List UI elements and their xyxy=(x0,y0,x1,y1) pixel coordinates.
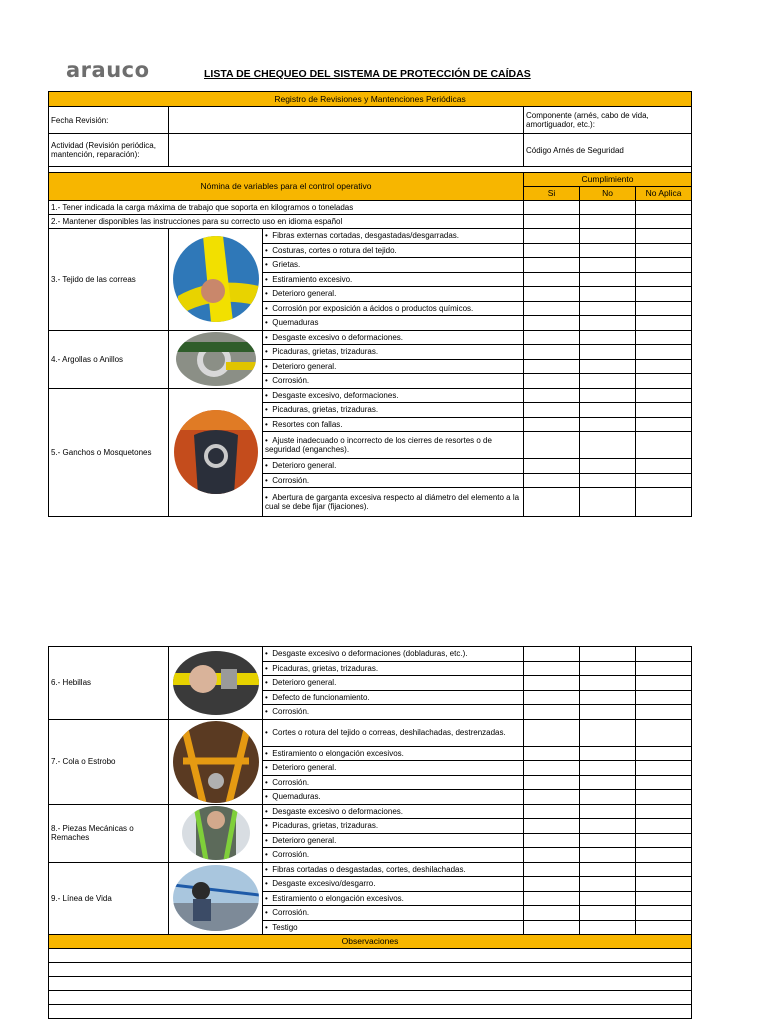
item-label: • Fibras cortadas o desgastadas, cortes, deshilachadas. xyxy=(263,862,524,877)
check-si[interactable] xyxy=(524,891,580,906)
check-na[interactable] xyxy=(636,201,692,215)
checklist-table-top xyxy=(48,91,692,517)
check-na[interactable] xyxy=(636,775,692,790)
check-no[interactable] xyxy=(580,388,636,403)
check-si[interactable] xyxy=(524,417,580,432)
item-label: • Deterioro general. xyxy=(263,761,524,776)
check-na[interactable] xyxy=(636,417,692,432)
check-si[interactable] xyxy=(524,229,580,244)
item-label: • Corrosión. xyxy=(263,705,524,720)
check-si[interactable] xyxy=(524,473,580,488)
check-no[interactable] xyxy=(580,272,636,287)
check-si[interactable] xyxy=(524,201,580,215)
arauco-logo: arauco xyxy=(66,58,150,82)
check-no[interactable] xyxy=(580,215,636,229)
si-header: Si xyxy=(524,187,580,201)
nomina-header: Nómina de variables para el control operativo xyxy=(49,173,524,201)
check-si[interactable] xyxy=(524,906,580,921)
componente-label: Componente (arnés, cabo de vida, amortiguador, etc.): xyxy=(524,107,692,134)
check-na[interactable] xyxy=(636,473,692,488)
check-na[interactable] xyxy=(636,459,692,474)
actividad-label: Actividad (Revisión periódica, mantención, reparación): xyxy=(49,134,169,167)
check-si[interactable] xyxy=(524,746,580,761)
check-na[interactable] xyxy=(636,906,692,921)
check-si[interactable] xyxy=(524,833,580,848)
check-na[interactable] xyxy=(636,804,692,819)
check-na[interactable] xyxy=(636,819,692,834)
item-label: • Corrosión. xyxy=(263,473,524,488)
check-no[interactable] xyxy=(580,877,636,892)
check-na[interactable] xyxy=(636,761,692,776)
check-no[interactable] xyxy=(580,488,636,517)
check-si[interactable] xyxy=(524,359,580,374)
check-no[interactable] xyxy=(580,790,636,805)
check-na[interactable] xyxy=(636,705,692,720)
check-si[interactable] xyxy=(524,862,580,877)
check-si[interactable] xyxy=(524,432,580,459)
check-no[interactable] xyxy=(580,647,636,662)
check-na[interactable] xyxy=(636,862,692,877)
check-si[interactable] xyxy=(524,374,580,389)
row-2-label: 2.- Mantener disponibles las instrucciones para su correcto uso en idioma español xyxy=(49,215,524,229)
check-no[interactable] xyxy=(580,746,636,761)
check-na[interactable] xyxy=(636,287,692,302)
item-label: • Testigo xyxy=(263,920,524,935)
group-label: 6.- Hebillas xyxy=(49,647,169,720)
check-no[interactable] xyxy=(580,374,636,389)
item-label: • Ajuste inadecuado o incorrecto de los cierres de resortes o de seguridad (enganches). xyxy=(263,432,524,459)
check-si[interactable] xyxy=(524,345,580,360)
item-label: • Picaduras, grietas, trizaduras. xyxy=(263,345,524,360)
check-si[interactable] xyxy=(524,488,580,517)
check-na[interactable] xyxy=(636,229,692,244)
observaciones-header: Observaciones xyxy=(49,935,692,949)
check-no[interactable] xyxy=(580,676,636,691)
check-si[interactable] xyxy=(524,761,580,776)
lifeline-photo xyxy=(169,862,263,935)
cumplimiento-header: Cumplimiento xyxy=(524,173,692,187)
check-no[interactable] xyxy=(580,705,636,720)
group-label: 5.- Ganchos o Mosquetones xyxy=(49,388,169,517)
check-si[interactable] xyxy=(524,877,580,892)
item-label: • Deterioro general. xyxy=(263,833,524,848)
check-no[interactable] xyxy=(580,819,636,834)
check-si[interactable] xyxy=(524,459,580,474)
check-si[interactable] xyxy=(524,388,580,403)
check-na[interactable] xyxy=(636,746,692,761)
item-label: • Desgaste excesivo o deformaciones (dobladuras, etc.). xyxy=(263,647,524,662)
check-na[interactable] xyxy=(636,848,692,863)
fecha-field[interactable] xyxy=(169,107,524,134)
item-label: • Quemaduras xyxy=(263,316,524,331)
actividad-field[interactable] xyxy=(169,134,524,167)
check-no[interactable] xyxy=(580,891,636,906)
group-label: 4.- Argollas o Anillos xyxy=(49,330,169,388)
check-no[interactable] xyxy=(580,330,636,345)
check-no[interactable] xyxy=(580,473,636,488)
check-na[interactable] xyxy=(636,345,692,360)
item-label: • Picaduras, grietas, trizaduras. xyxy=(263,403,524,418)
observaciones-line[interactable] xyxy=(49,977,692,991)
check-no[interactable] xyxy=(580,359,636,374)
group-label: 3.- Tejido de las correas xyxy=(49,229,169,331)
check-si[interactable] xyxy=(524,272,580,287)
check-si[interactable] xyxy=(524,243,580,258)
check-no[interactable] xyxy=(580,848,636,863)
check-na[interactable] xyxy=(636,403,692,418)
check-na[interactable] xyxy=(636,790,692,805)
no-header: No xyxy=(580,187,636,201)
check-si[interactable] xyxy=(524,661,580,676)
check-si[interactable] xyxy=(524,804,580,819)
item-label: • Desgaste excesivo, deformaciones. xyxy=(263,388,524,403)
codigo-label: Código Arnés de Seguridad xyxy=(524,134,692,167)
item-label: • Estiramiento o elongación excesivos. xyxy=(263,891,524,906)
check-na[interactable] xyxy=(636,215,692,229)
check-no[interactable] xyxy=(580,719,636,746)
group-label: 9.- Línea de Vida xyxy=(49,862,169,935)
no-aplica-header: No Aplica xyxy=(636,187,692,201)
hook-photo xyxy=(169,388,263,517)
check-na[interactable] xyxy=(636,488,692,517)
check-na[interactable] xyxy=(636,920,692,935)
lanyard-photo xyxy=(169,719,263,804)
check-no[interactable] xyxy=(580,432,636,459)
group-label: 8.- Piezas Mecánicas o Remaches xyxy=(49,804,169,862)
check-no[interactable] xyxy=(580,690,636,705)
observaciones-line[interactable] xyxy=(49,1005,692,1019)
check-si[interactable] xyxy=(524,775,580,790)
page-title: LISTA DE CHEQUEO DEL SISTEMA DE PROTECCIÓN DE CAÍDAS xyxy=(204,68,531,80)
check-na[interactable] xyxy=(636,676,692,691)
observaciones-line[interactable] xyxy=(49,963,692,977)
check-na[interactable] xyxy=(636,258,692,273)
item-label: • Abertura de garganta excesiva respecto al diámetro del elemento a la cual se debe fijar (fijaciones). xyxy=(263,488,524,517)
registro-title: Registro de Revisiones y Mantenciones Periódicas xyxy=(49,92,692,107)
item-label: • Corrosión. xyxy=(263,775,524,790)
check-no[interactable] xyxy=(580,301,636,316)
check-no[interactable] xyxy=(580,229,636,244)
item-label: • Corrosión. xyxy=(263,906,524,921)
check-si[interactable] xyxy=(524,647,580,662)
check-si[interactable] xyxy=(524,719,580,746)
check-na[interactable] xyxy=(636,719,692,746)
check-no[interactable] xyxy=(580,761,636,776)
check-si[interactable] xyxy=(524,403,580,418)
fecha-label: Fecha Revisión: xyxy=(49,107,169,134)
item-label: • Estiramiento excesivo. xyxy=(263,272,524,287)
check-no[interactable] xyxy=(580,661,636,676)
observaciones-line[interactable] xyxy=(49,949,692,963)
item-label: • Fibras externas cortadas, desgastadas/desgarradas. xyxy=(263,229,524,244)
observaciones-line[interactable] xyxy=(49,991,692,1005)
check-no[interactable] xyxy=(580,804,636,819)
item-label: • Deterioro general. xyxy=(263,459,524,474)
check-si[interactable] xyxy=(524,676,580,691)
check-no[interactable] xyxy=(580,833,636,848)
check-na[interactable] xyxy=(636,388,692,403)
check-na[interactable] xyxy=(636,661,692,676)
check-na[interactable] xyxy=(636,272,692,287)
check-no[interactable] xyxy=(580,258,636,273)
check-na[interactable] xyxy=(636,243,692,258)
check-na[interactable] xyxy=(636,690,692,705)
item-label: • Picaduras, grietas, trizaduras. xyxy=(263,661,524,676)
check-na[interactable] xyxy=(636,877,692,892)
check-si[interactable] xyxy=(524,258,580,273)
check-si[interactable] xyxy=(524,690,580,705)
check-na[interactable] xyxy=(636,647,692,662)
strap-photo xyxy=(169,229,263,331)
check-no[interactable] xyxy=(580,316,636,331)
item-label: • Defecto de funcionamiento. xyxy=(263,690,524,705)
item-label: • Desgaste excesivo o deformaciones. xyxy=(263,804,524,819)
item-label: • Deterioro general. xyxy=(263,676,524,691)
check-si[interactable] xyxy=(524,316,580,331)
check-no[interactable] xyxy=(580,775,636,790)
rivet-photo xyxy=(169,804,263,862)
item-label: • Corrosión. xyxy=(263,848,524,863)
item-label: • Cortes o rotura del tejido o correas, deshilachadas, destrenzadas. xyxy=(263,719,524,746)
check-no[interactable] xyxy=(580,403,636,418)
check-na[interactable] xyxy=(636,833,692,848)
check-si[interactable] xyxy=(524,287,580,302)
item-label: • Quemaduras. xyxy=(263,790,524,805)
check-no[interactable] xyxy=(580,862,636,877)
check-si[interactable] xyxy=(524,848,580,863)
item-label: • Desgaste excesivo/desgarro. xyxy=(263,877,524,892)
item-label: • Desgaste excesivo o deformaciones. xyxy=(263,330,524,345)
check-no[interactable] xyxy=(580,417,636,432)
group-label: 7.- Cola o Estrobo xyxy=(49,719,169,804)
check-no[interactable] xyxy=(580,201,636,215)
check-si[interactable] xyxy=(524,215,580,229)
check-si[interactable] xyxy=(524,330,580,345)
check-si[interactable] xyxy=(524,790,580,805)
check-na[interactable] xyxy=(636,301,692,316)
item-label: • Picaduras, grietas, trizaduras. xyxy=(263,819,524,834)
check-no[interactable] xyxy=(580,287,636,302)
check-na[interactable] xyxy=(636,316,692,331)
check-no[interactable] xyxy=(580,459,636,474)
check-na[interactable] xyxy=(636,432,692,459)
item-label: • Corrosión. xyxy=(263,374,524,389)
check-na[interactable] xyxy=(636,359,692,374)
check-na[interactable] xyxy=(636,374,692,389)
item-label: • Corrosión por exposición a ácidos o productos químicos. xyxy=(263,301,524,316)
item-label: • Grietas. xyxy=(263,258,524,273)
check-na[interactable] xyxy=(636,891,692,906)
check-si[interactable] xyxy=(524,819,580,834)
check-si[interactable] xyxy=(524,301,580,316)
check-no[interactable] xyxy=(580,345,636,360)
item-label: • Costuras, cortes o rotura del tejido. xyxy=(263,243,524,258)
item-label: • Resortes con fallas. xyxy=(263,417,524,432)
item-label: • Estiramiento o elongación excesivos. xyxy=(263,746,524,761)
check-no[interactable] xyxy=(580,920,636,935)
buckle-photo xyxy=(169,647,263,720)
check-si[interactable] xyxy=(524,920,580,935)
item-label: • Deterioro general. xyxy=(263,287,524,302)
check-na[interactable] xyxy=(636,330,692,345)
row-1-label: 1.- Tener indicada la carga máxima de trabajo que soporta en kilogramos o toneladas xyxy=(49,201,524,215)
check-no[interactable] xyxy=(580,906,636,921)
ring-photo xyxy=(169,330,263,388)
item-label: • Deterioro general. xyxy=(263,359,524,374)
check-no[interactable] xyxy=(580,243,636,258)
check-si[interactable] xyxy=(524,705,580,720)
checklist-table-bottom xyxy=(48,646,692,1019)
